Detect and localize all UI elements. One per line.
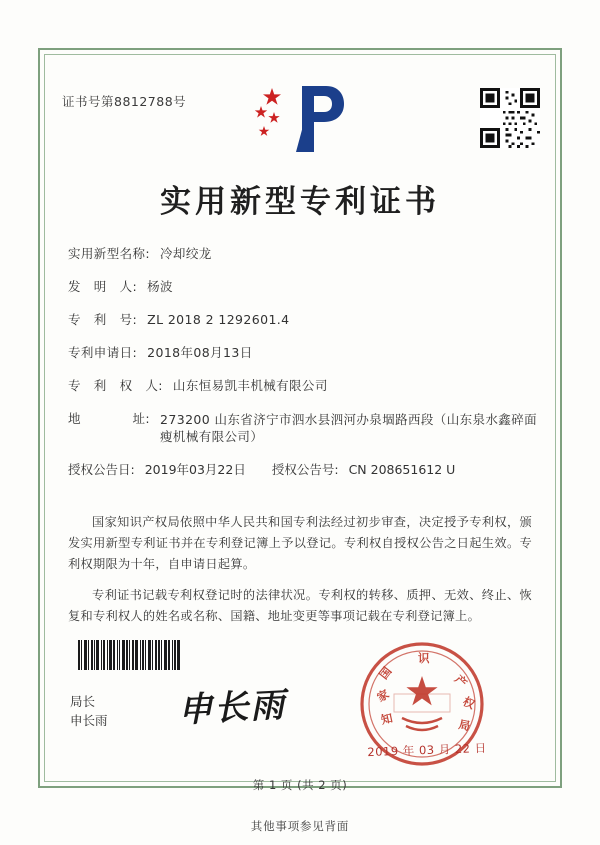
page-indicator: 第 1 页 (共 2 页)	[252, 778, 348, 792]
field-value: 2018年08月13日	[147, 345, 253, 360]
svg-text:权: 权	[460, 694, 478, 712]
seal-date: 2019 年 03 月 22 日	[367, 740, 487, 760]
signature-labels	[70, 692, 108, 730]
field-row-patent-number	[68, 312, 538, 328]
field-row-inventor	[68, 279, 538, 295]
barcode	[78, 640, 206, 670]
grant-number-label: 授权公告号:	[271, 462, 339, 477]
svg-text:国: 国	[376, 664, 395, 682]
cnipa-logo-icon	[252, 82, 348, 156]
certificate-number: 证书号第8812788号	[62, 94, 187, 109]
field-value: ZL 2018 2 1292601.4	[147, 312, 290, 327]
field-row-patentee	[68, 378, 538, 394]
field-row-address	[68, 411, 538, 445]
field-row-utility-model-name	[68, 246, 538, 262]
frame-corner-top-left	[44, 54, 70, 80]
grant-date-value: 2019年03月22日	[144, 462, 246, 477]
svg-text:局: 局	[457, 717, 472, 734]
field-value: 273200 山东省济宁市泗水县泗河办泉堌路西段（山东泉水鑫碎面瘦机械有限公司）	[160, 412, 538, 444]
field-label: 发 明 人:	[68, 279, 138, 294]
qr-code	[480, 88, 540, 148]
field-value: 杨波	[147, 279, 173, 294]
frame-corner-top-right	[530, 54, 556, 80]
field-value: 山东恒易凯丰机械有限公司	[172, 378, 328, 393]
field-label: 地 址:	[68, 411, 151, 426]
svg-text:识: 识	[418, 651, 430, 665]
field-list	[68, 246, 538, 495]
field-value: 冷却绞龙	[160, 246, 212, 261]
field-label: 实用新型名称:	[68, 246, 151, 261]
legal-paragraph-2: 专利证书记载专利权登记时的法律状况。专利权的转移、质押、无效、终止、恢复和专利权人的姓名或名称、国籍、地址变更等事项记载在专利登记簿上。	[68, 588, 532, 623]
legal-paragraph-1: 国家知识产权局依照中华人民共和国专利法经过初步审查，决定授予专利权，颁发实用新型专利证书并在专利登记簿上予以登记。专利权自授权公告之日起生效。专利权期限为十年，自申请日起算。	[68, 515, 532, 571]
footer-note: 其他事项参见背面	[250, 819, 350, 833]
page-title: 实用新型专利证书	[160, 184, 440, 220]
handwritten-signature: 申长雨	[177, 685, 288, 731]
svg-text:知: 知	[379, 710, 394, 727]
field-label: 专 利 号:	[68, 312, 138, 327]
field-row-application-date	[68, 345, 538, 361]
field-label: 专利申请日:	[68, 345, 138, 360]
director-title-label: 局长	[70, 694, 96, 709]
grant-number-value: CN 208651612 U	[348, 462, 456, 477]
svg-text:产: 产	[451, 672, 470, 691]
director-name-label: 申长雨	[70, 713, 108, 728]
field-row-grant	[68, 462, 538, 478]
svg-text:家: 家	[374, 686, 392, 705]
field-label: 专 利 权 人:	[68, 378, 163, 393]
grant-date-label: 授权公告日:	[68, 462, 135, 477]
